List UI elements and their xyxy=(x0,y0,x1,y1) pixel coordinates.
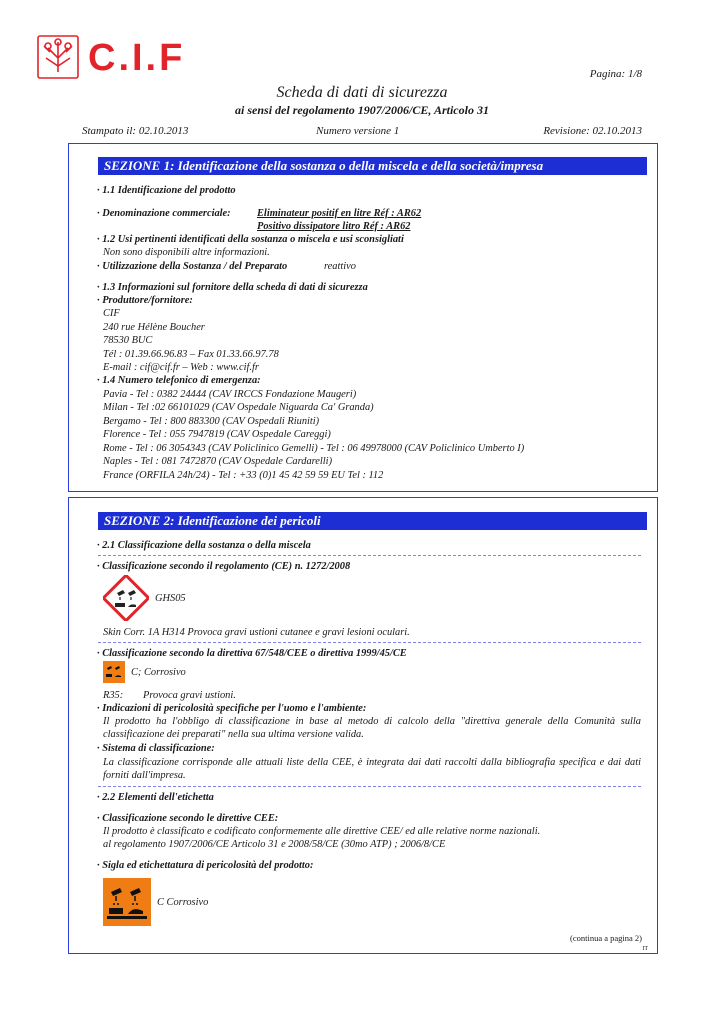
producer-line: CIF xyxy=(103,308,120,319)
s14-heading: · 1.4 Numero telefonico di emergenza: xyxy=(97,375,261,386)
sigla-label: · Sigla ed etichettatura di pericolosità del prodotto: xyxy=(97,860,314,871)
emergency-line: Rome - Tel : 06 3054343 (CAV Policlinico Gemelli) - Tel : 06 49978000 (CAV Policlinico Umberto I) xyxy=(103,443,525,454)
divider xyxy=(98,555,641,556)
section2-heading: SEZIONE 2: Identificazione dei pericoli xyxy=(98,512,647,530)
cee-label: · Classificazione secondo le direttive CEE: xyxy=(97,813,279,824)
corrosive-hazard-symbol-icon xyxy=(103,878,151,926)
emergency-line: Naples - Tel : 081 7472870 (CAV Ospedale Cardarelli) xyxy=(103,456,333,467)
section1-heading: SEZIONE 1: Identificazione della sostanza o della miscela e della società/impresa xyxy=(98,157,647,175)
cee-text-1: Il prodotto è classificato e codificato conformemente alle direttive CEE/ ed alle relative norme nazionali. xyxy=(103,826,541,837)
cif-logo xyxy=(36,34,208,80)
directive-label: · Classificazione secondo la direttiva 67/548/CEE o direttiva 1999/45/CE xyxy=(97,648,407,659)
specific-label: · Indicazioni di pericolosità specifiche per l'uomo e l'ambiente: xyxy=(97,703,367,714)
divider xyxy=(98,786,641,787)
document-subtitle: ai sensi del regolamento 1907/2006/CE, Articolo 31 xyxy=(235,103,489,117)
logo-text: C.I.F xyxy=(88,37,186,79)
corrosive-symbol-icon xyxy=(103,661,125,683)
s13-heading: · 1.3 Informazioni sul fornitore della scheda di dati di sicurezza xyxy=(97,282,368,293)
emergency-line: Bergamo - Tel : 800 883300 (CAV Ospedali Riuniti) xyxy=(103,416,320,427)
emergency-line: Pavia - Tel : 0382 24444 (CAV IRCCS Fondazione Maugeri) xyxy=(103,389,357,400)
r35-text: Provoca gravi ustioni. xyxy=(143,690,236,701)
directive-symbol-label: C; Corrosivo xyxy=(131,667,186,678)
page-number: Pagina: 1/8 xyxy=(589,68,642,80)
use-value: reattivo xyxy=(324,261,356,272)
emergency-line: Florence - Tel : 055 7947819 (CAV Ospedale Careggi) xyxy=(103,429,331,440)
big-symbol-label: C Corrosivo xyxy=(157,897,209,908)
clp-statement: Skin Corr. 1A H314 Provoca gravi ustioni cutanee e gravi lesioni oculari. xyxy=(103,627,410,638)
divider xyxy=(98,642,641,643)
trade-name-1: Eliminateur positif en litre Réf : AR62 xyxy=(257,208,422,219)
ghs05-corrosion-pictogram xyxy=(103,575,149,621)
s12-text: Non sono disponibili altre informazioni. xyxy=(103,247,270,258)
producer-line: E-mail : cif@cif.fr – Web : www.cif.fr xyxy=(103,362,259,373)
cee-text-2: al regolamento 1907/2006/CE Articolo 31 e 2008/58/CE (30mo ATP) ; 2006/8/CE xyxy=(103,839,446,850)
system-text: La classificazione corrisponde alle attuali liste della CEE, è integrata dai dati raccolti dalla bibliografia specifica e dai dati forniti dall'impresa. xyxy=(103,757,641,781)
specific-text: Il prodotto ha l'obbligo di classificazione in base al metodo di calcolo della "direttiva generale della Comunità sulla classificazione dei preparati" nella sua ultima versione valida. xyxy=(103,716,641,740)
language-code: IT xyxy=(642,946,648,952)
s22-heading: · 2.2 Elementi dell'etichetta xyxy=(97,792,214,803)
system-label: · Sistema di classificazione: xyxy=(97,743,215,754)
producer-line: Tél : 01.39.66.96.83 – Fax 01.33.66.97.78 xyxy=(103,349,279,360)
revision-date: Revisione: 02.10.2013 xyxy=(543,125,642,137)
producer-line: 78530 BUC xyxy=(103,335,153,346)
use-label: · Utilizzazione della Sostanza / del Preparato xyxy=(97,261,288,272)
s12-heading: · 1.2 Usi pertinenti identificati della sostanza o miscela e usi sconsigliati xyxy=(97,234,404,245)
clp-label: · Classificazione secondo il regolamento (CE) n. 1272/2008 xyxy=(97,561,351,572)
producer-line: 240 rue Hélène Boucher xyxy=(103,322,205,333)
trade-name-label: · Denominazione commerciale: xyxy=(97,208,231,219)
r35-code: R35: xyxy=(103,690,124,701)
emergency-line: Milan - Tel :02 66101029 (CAV Ospedale Niguarda Ca' Granda) xyxy=(103,402,374,413)
s21-heading: · 2.1 Classificazione della sostanza o della miscela xyxy=(97,540,311,551)
printed-date: Stampato il: 02.10.2013 xyxy=(82,125,189,137)
ghs05-label: GHS05 xyxy=(155,593,186,604)
version-number: Numero versione 1 xyxy=(316,125,400,137)
trade-name-2: Positivo dissipatore litro Réf : AR62 xyxy=(257,221,411,232)
continued-note: (continua a pagina 2) xyxy=(570,933,642,943)
producer-label: · Produttore/fornitore: xyxy=(97,295,193,306)
emergency-line: France (ORFILA 24h/24) - Tel : +33 (0)1 45 42 59 59 EU Tel : 112 xyxy=(103,470,384,481)
document-title: Scheda di dati di sicurezza xyxy=(276,84,448,101)
s11-heading: · 1.1 Identificazione del prodotto xyxy=(97,185,236,196)
